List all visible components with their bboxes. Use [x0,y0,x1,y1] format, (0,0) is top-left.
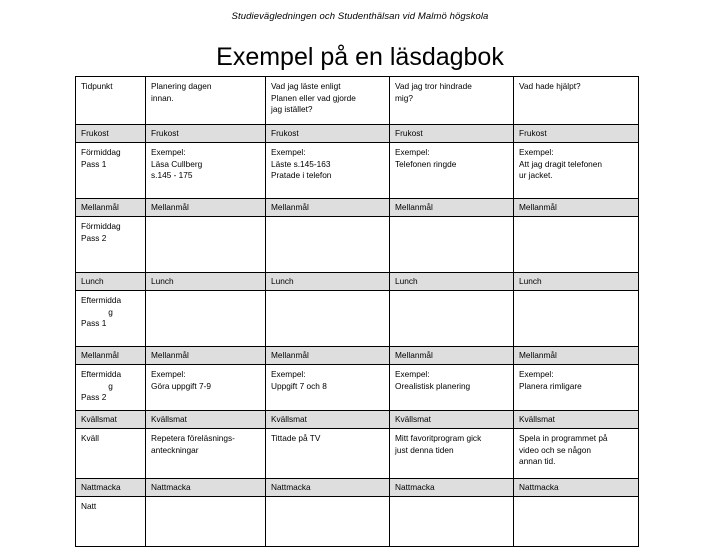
meal-cell [514,347,639,365]
planering-cell [146,497,266,547]
meal-cell [390,479,514,497]
cell-line1: Spela in programmet på [519,433,608,443]
meal-label: Frukost [395,128,423,138]
time-slot-cell [76,217,146,273]
meal-cell [146,347,266,365]
planering-cell [146,291,266,347]
meal-cell [76,199,146,217]
meal-label: Kvällsmat [395,414,431,424]
time-slot-cell [76,429,146,479]
table-row [76,143,639,199]
meal-cell [76,273,146,291]
meal-cell [146,411,266,429]
cell-line3: s.145 - 175 [151,170,193,181]
table-row [76,199,639,217]
meal-label: Kvällsmat [519,414,555,424]
meal-cell [514,199,639,217]
meal-label: Lunch [519,276,542,286]
header-cell-vad-jag-laste [266,77,390,125]
cell-line1: Exempel: [151,369,186,379]
time-slot-line3: Pass 1 [81,318,107,329]
meal-label: Frukost [81,128,109,138]
hjalpt-cell [514,291,639,347]
table-row [76,365,639,411]
meal-cell [390,125,514,143]
meal-label: Kvällsmat [151,414,187,424]
meal-label: Mellanmål [395,350,433,360]
header-cell-hindrade [390,77,514,125]
cell-line2: Att jag dragit telefonen [519,158,603,169]
header-cell-tidpunkt [76,77,146,125]
header-text-line2: innan. [151,92,174,103]
meal-cell [266,273,390,291]
laste-cell [266,365,390,411]
time-slot-line1: Förmiddag [81,147,121,157]
hindrade-cell [390,365,514,411]
header-text-line1: Vad jag tror hindrade [395,81,472,91]
table-row [76,217,639,273]
meal-cell [146,125,266,143]
hindrade-cell [390,143,514,199]
hjalpt-cell [514,497,639,547]
meal-label: Lunch [271,276,294,286]
meal-cell [390,199,514,217]
meal-label: Mellanmål [395,202,433,212]
cell-line2: Göra uppgift 7-9 [151,380,211,391]
cell-line2: anteckningar [151,444,199,455]
header-text-line1: Vad jag läste enligt [271,81,341,91]
meal-cell [266,479,390,497]
meal-label: Frukost [151,128,179,138]
cell-line2: Läste s.145-163 [271,158,331,169]
header-text-line3: jag istället? [271,104,313,115]
meal-label: Nattmacka [519,482,559,492]
meal-label: Kvällsmat [271,414,307,424]
time-slot-cell [76,497,146,547]
meal-label: Lunch [151,276,174,286]
meal-cell [390,411,514,429]
meal-label: Lunch [81,276,104,286]
time-slot-line2: g [108,380,113,391]
cell-line1: Exempel: [519,369,554,379]
planering-cell [146,217,266,273]
cell-line2: Uppgift 7 och 8 [271,380,327,391]
laste-cell [266,497,390,547]
table-row [76,291,639,347]
meal-cell [390,273,514,291]
time-slot-cell [76,143,146,199]
hindrade-cell [390,497,514,547]
laste-cell [266,143,390,199]
cell-line1: Exempel: [151,147,186,157]
cell-line3: annan tid. [519,456,556,467]
time-slot-line3: Pass 2 [81,392,107,403]
time-slot-line2: g [108,306,113,317]
cell-line1: Exempel: [519,147,554,157]
table-row [76,125,639,143]
table-row [76,479,639,497]
meal-cell [146,479,266,497]
meal-label: Mellanmål [519,202,557,212]
cell-line2: Planera rimligare [519,380,582,391]
header-text-line2: mig? [395,92,413,103]
cell-line1: Exempel: [271,147,306,157]
cell-line2: video och se någon [519,444,591,455]
cell-line2: just denna tiden [395,444,454,455]
document-header: Studievägledningen och Studenthälsan vid Malmö högskola [231,11,489,22]
meal-label: Mellanmål [81,202,119,212]
header-cell-hjalpt [514,77,639,125]
meal-cell [514,125,639,143]
hjalpt-cell [514,217,639,273]
meal-label: Mellanmål [271,350,309,360]
meal-cell [266,199,390,217]
meal-label: Nattmacka [151,482,191,492]
table-row [76,347,639,365]
meal-cell [146,273,266,291]
cell-line1: Repetera föreläsnings- [151,433,235,443]
cell-line1: Tittade på TV [271,433,321,443]
laste-cell [266,217,390,273]
time-slot-cell [76,365,146,411]
reading-diary-table [75,76,639,547]
meal-label: Kvällsmat [81,414,117,424]
time-slot-line1: Eftermidda [81,295,122,305]
planering-cell [146,143,266,199]
hjalpt-cell [514,429,639,479]
header-text-line1: Planering dagen [151,81,212,91]
cell-line2: Telefonen ringde [395,158,457,169]
table-row [76,429,639,479]
header-text-line2: Planen eller vad gjorde [271,92,356,103]
time-slot-cell [76,291,146,347]
meal-cell [76,347,146,365]
meal-label: Mellanmål [81,350,119,360]
meal-label: Mellanmål [271,202,309,212]
hindrade-cell [390,217,514,273]
time-slot-line1: Eftermidda [81,369,122,379]
cell-line1: Exempel: [271,369,306,379]
time-slot-line2: Pass 1 [81,158,107,169]
hjalpt-cell [514,143,639,199]
meal-label: Frukost [271,128,299,138]
table-header-row [76,77,639,125]
table-row [76,497,639,547]
hjalpt-cell [514,365,639,411]
meal-cell [514,273,639,291]
hindrade-cell [390,429,514,479]
cell-line1: Exempel: [395,147,430,157]
cell-line1: Mitt favoritprogram gick [395,433,482,443]
meal-label: Nattmacka [395,482,435,492]
header-cell-planering [146,77,266,125]
planering-cell [146,429,266,479]
meal-cell [76,411,146,429]
time-slot-line1: Kväll [81,433,99,443]
meal-label: Nattmacka [81,482,121,492]
header-text: Tidpunkt [81,81,113,91]
laste-cell [266,429,390,479]
meal-label: Lunch [395,276,418,286]
meal-cell [146,199,266,217]
meal-label: Frukost [519,128,547,138]
cell-line1: Exempel: [395,369,430,379]
page-title: Exempel på en läsdagbok [216,43,504,71]
cell-line2: Läsa Cullberg [151,158,203,169]
hindrade-cell [390,291,514,347]
cell-line2: Orealistisk planering [395,380,471,391]
meal-cell [76,125,146,143]
planering-cell [146,365,266,411]
laste-cell [266,291,390,347]
meal-cell [266,125,390,143]
meal-cell [390,347,514,365]
header-text: Vad hade hjälpt? [519,81,581,91]
meal-cell [266,411,390,429]
meal-cell [514,479,639,497]
meal-label: Mellanmål [519,350,557,360]
meal-label: Nattmacka [271,482,311,492]
meal-cell [514,411,639,429]
time-slot-line1: Förmiddag [81,221,121,231]
meal-label: Mellanmål [151,350,189,360]
table-row [76,411,639,429]
meal-cell [266,347,390,365]
table-row [76,273,639,291]
reading-diary-table-wrapper [75,76,638,547]
meal-label: Mellanmål [151,202,189,212]
cell-line3: Pratade i telefon [271,170,332,181]
time-slot-line1: Natt [81,501,97,511]
meal-cell [76,479,146,497]
cell-line3: ur jacket. [519,170,553,181]
time-slot-line2: Pass 2 [81,232,107,243]
